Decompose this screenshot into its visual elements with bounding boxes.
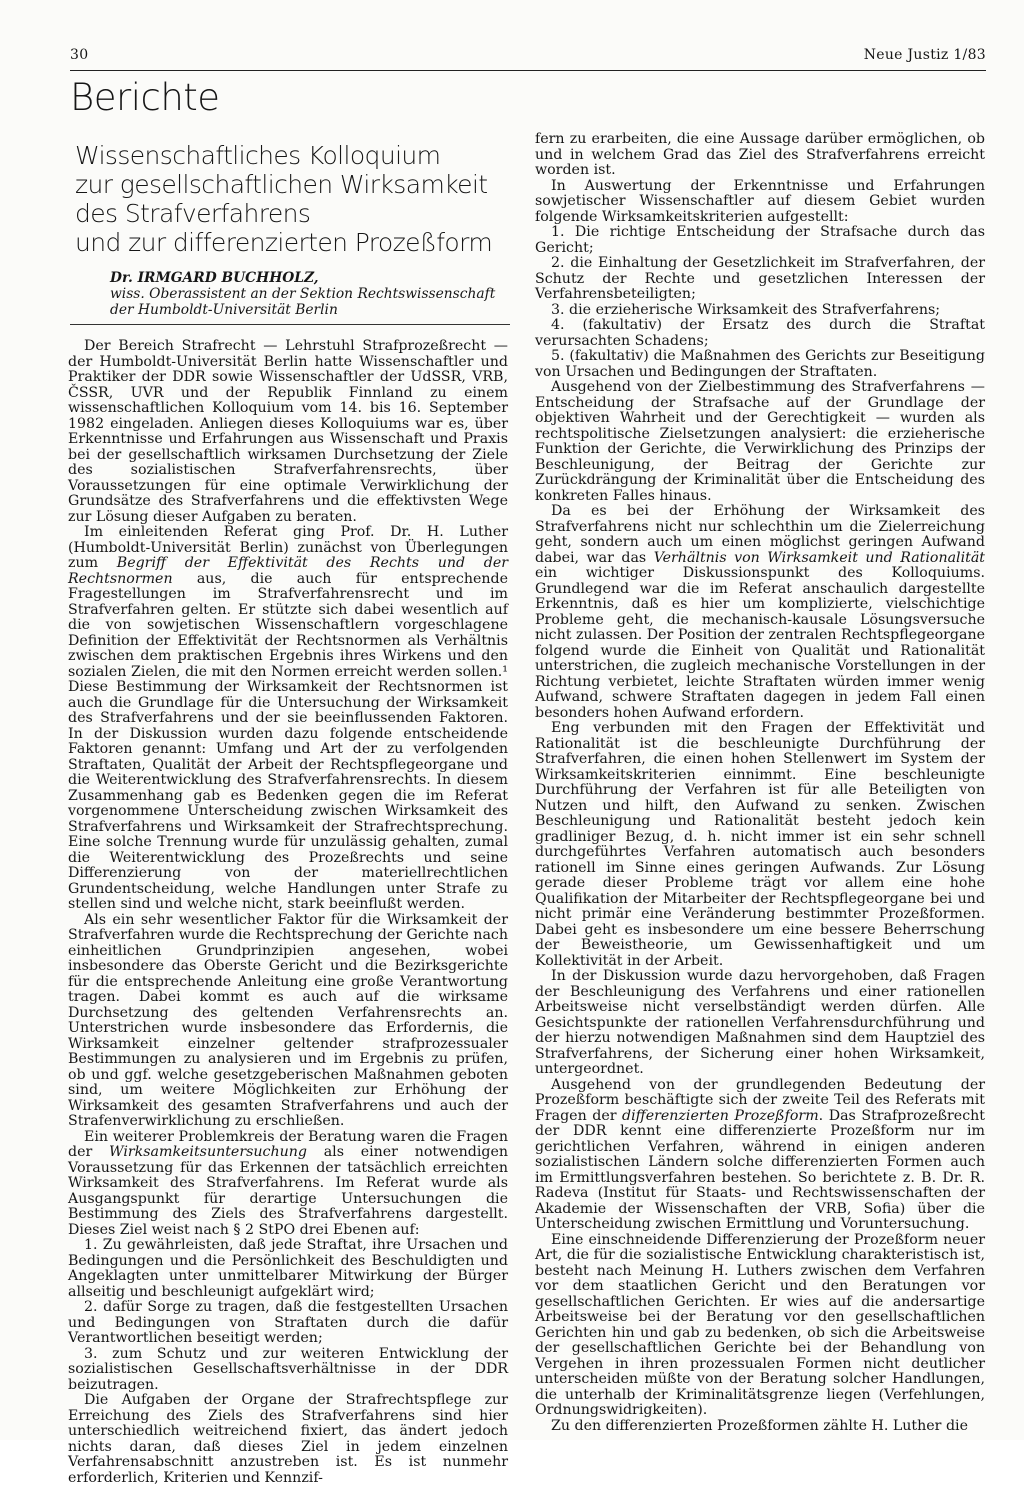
criterion-item: 4. (fakultativ) der Ersatz des durch die Straftat verursachten Schadens; <box>535 317 985 349</box>
title-line: zur gesellschaftlichen Wirksamkeit <box>75 170 488 199</box>
criterion-item: 1. Die richtige Entscheidung der Strafsache durch das Gericht; <box>535 224 985 256</box>
paragraph: Da es bei der Erhöhung der Wirksamkeit des Strafverfahrens nicht nur schlechthin um die Zielerreichung geht, sondern auch um einen möglichst geringen Aufwand dabei, war das Verhältnis von Wirksamkeit und Rationalität ein wichtiger Diskussionspunkt des Kolloquiums. Grundlegend war die im Referat anschaulich dargestellte Erkenntnis, daß es hier um komplizierte, vielschichtige Probleme geht, die mechanisch-kausale Lösungsversuche nicht zulassen. Der Position der zentralen Rechtspflegeorgane folgend wurde die Einheit von Qualität und Rationalität unterstrichen, die zugleich mechanische Vorstellungen in der Richtung verbietet, leichte Straftaten würden immer wenig Aufwand, schwere Straftaten dagegen in jedem Fall einen besonders hohen Aufwand erfordern. <box>535 503 985 721</box>
author-institution: der Humboldt-Universität Berlin <box>110 302 338 318</box>
paragraph: Im einleitenden Referat ging Prof. Dr. H. Luther (Humboldt-Universität Berlin) zunächst von Überlegungen zum Begriff der Effektivität des Rechts und der Rechtsnormen aus, die auch für entsprechende Fragestellungen im Strafverfahrensrecht und im Strafverfahren gelten. Er stützte sich dabei wesentlich auf die von sowjetischen Wissenschaftlern vorgeschlagene Definition der Effektivität der Rechtsnormen als Verhältnis zwischen dem praktischen Ergebnis ihres Wirkens und den sozialen Zielen, die mit den Normen erreicht werden sollen.¹ Diese Bestimmung der Wirksamkeit der Rechtsnormen ist auch die Grundlage für die Untersuchung der Wirksamkeit des Strafverfahrens und der sie beeinflussenden Faktoren. In der Diskussion wurden dazu folgende entscheidende Faktoren genannt: Umfang und Art der zu verfolgenden Straftaten, Qualität der Arbeit der Rechtspflegeorgane und die Weiterentwicklung des Strafverfahrensrechts. In diesem Zusammenhang gab es Bedenken gegen die im Referat vorgenommene Unterscheidung zwischen Wirksamkeit des Strafverfahrens und Wirksamkeit der Strafrechtsprechung. Eine solche Trennung wurde für unzulässig gehalten, zumal die Weiterentwicklung des Prozeßrechts und seine Differenzierung von der materiellrechtlichen Grundentscheidung, welche Handlungen unter Strafe zu stellen sind und welche nicht, stark beeinflußt werden. <box>68 524 509 912</box>
title-line: und zur differenzierten Prozeßform <box>75 228 493 257</box>
paragraph: Der Bereich Strafrecht — Lehrstuhl Strafprozeßrecht — der Humboldt-Universität Berlin hatte Wissenschaftler und Praktiker der DDR sowie Wissenschaftler der UdSSR, VRB, ČSSR, UVR und der Republik Finnland zu einem wissenschaftlichen Kolloquium vom 14. bis 16. September 1982 eingeladen. Anliegen dieses Kolloquiums war es, über Erkenntnisse und Erfahrungen aus Wissenschaft und Praxis bei der gesellschaftlich wirksamen Durchsetzung der Ziele des sozialistischen Strafverfahrensrechts, über Voraussetzungen für eine optimale Verwirklichung der Grundsätze des Strafverfahrens und die effektivsten Wege zur Lösung dieser Aufgaben zu beraten. <box>68 338 508 525</box>
criterion-item: 5. (fakultativ) die Maßnahmen des Gerichts zur Beseitigung von Ursachen und Bedingungen der Straftaten. <box>535 348 985 380</box>
paragraph: Eng verbunden mit den Fragen der Effektivität und Rationalität ist die beschleunigte Durchführung der Strafverfahren, die einen hohen Stellenwert im System der Wirksamkeitskriterien einnimmt. Eine beschleunigte Durchführung der Verfahren ist für alle Beteiligten von Nutzen und hilft, den Aufwand zu senken. Zwischen Beschleunigung und Rationalität besteht jedoch kein gradliniger Bezug, d. h. nicht immer ist ein sehr schnell durchgeführtes Verfahren automatisch auch besonders rationell im Sinne eines geringen Aufwands. Zur Lösung gerade dieser Probleme trägt vor allem eine hohe Qualifikation der Mitarbeiter der Rechtspflegeorgane bei und nicht primär eine Veränderung bestimmter Prozeßformen. Dabei geht es insbesondere um eine bessere Beherrschung der Beweistheorie, um Gewissenhaftigkeit und um Kollektivität in der Arbeit. <box>535 720 985 969</box>
section-title: Berichte <box>70 76 220 119</box>
paragraph: In Auswertung der Erkenntnisse und Erfahrungen sowjetischer Wissenschaftler auf diesem Gebiet wurden folgende Wirksamkeitskriterien aufgestellt: <box>535 177 985 225</box>
criterion-item: 2. die Einhaltung der Gesetzlichkeit im Strafverfahren, der Schutz der Rechte und gesetzlichen Interessen der Verfahrensbeteiligten; <box>535 255 985 302</box>
title-line: Wissenschaftliches Kolloquium <box>75 141 441 170</box>
left-column <box>68 339 508 1486</box>
paragraph: Zu den differenzierten Prozeßformen zählte H. Luther die <box>551 1417 968 1434</box>
paragraph: Ausgehend von der grundlegenden Bedeutung der Prozeßform beschäftigte sich der zweite Teil des Referats mit Fragen der differenzierten Prozeßform. Das Strafprozeßrecht der DDR kennt eine differenzierte Prozeßform nur im gerichtlichen Verfahren, während in einigen anderen sozialistischen Ländern solche differenzierten Formen auch im Ermittlungsverfahren bestehen. So berichtete z. B. Dr. R. Radeva (Institut für Staats- und Rechtswissenschaften der Akademie der Wissenschaften der VRB, Sofia) über die Unterscheidung zwischen Ermittlung und Voruntersuchung. <box>535 1076 985 1232</box>
page-number: 30 <box>70 47 89 63</box>
paragraph: Ein weiterer Problemkreis der Beratung waren die Fragen der Wirksamkeitsuntersuchung als einer notwendigen Voraussetzung für das Erkennen der tatsächlich erreichten Wirksamkeit des Strafverfahrens. Im Referat wurde als Ausgangspunkt für derartige Untersuchungen die Bestimmung des Ziels des Strafverfahrens dargestellt. Dieses Ziel weist nach § 2 StPO drei Ebenen auf: <box>68 1128 508 1238</box>
journal-issue: Neue Justiz 1/83 <box>863 47 986 63</box>
list-item: 3. zum Schutz und zur weiteren Entwicklung der sozialistischen Gesellschaftsverhältnisse in der DDR beizutragen. <box>68 1345 508 1393</box>
paragraph: Die Aufgaben der Organe der Strafrechtspflege zur Erreichung des Ziels des Strafverfahrens sind hier unterschiedlich weitreichend fixiert, das ändert jedoch nichts daran, daß dieses Ziel in jedem einzelnen Verfahrensabschnitt anzustreben ist. Es ist nunmehr erforderlich, Kriterien und Kennzif- <box>68 1392 508 1486</box>
paragraph: Eine einschneidende Differenzierung der Prozeßform neuer Art, die für die sozialistische Entwicklung charakteristisch ist, besteht nach Meinung H. Luthers zwischen dem Verfahren vor dem staatlichen Gericht und den Beratungen vor gesellschaftlichen Gerichten. Er wies auf die andersartige Arbeitsweise bei der Beratung vor den gesellschaftlichen Gerichten hin und gab zu bedenken, ob sich die Arbeitsweise der gesellschaftlichen Gerichte bei der Behandlung von Vergehen in ihren prozessualen Formen nicht deutlicher unterscheiden müßte von der Beratung solcher Handlungen, die unterhalb der Kriminalitätsgrenze liegen (Verfehlungen, Ordnungswidrigkeiten). <box>535 1231 985 1418</box>
author-divider <box>70 324 510 325</box>
list-item: 1. Zu gewährleisten, daß jede Straftat, ihre Ursachen und Bedingungen und die Persönlichkeit des Beschuldigten und Angeklagten unter unmittelbarer Mitwirkung der Bürger allseitig und beschleunigt aufgeklärt wird; <box>68 1237 508 1300</box>
list-item: 2. dafür Sorge zu tragen, daß die festgestellten Ursachen und Bedingungen von Straftaten durch die dafür Verantwortlichen beseitigt werden; <box>68 1299 508 1346</box>
author-role: wiss. Oberassistent an der Sektion Rechtswissenschaft <box>110 286 496 302</box>
title-line: des Strafverfahrens <box>75 199 311 228</box>
header-rule <box>70 70 986 71</box>
paragraph: fern zu erarbeiten, die eine Aussage darüber ermöglichen, ob und in welchem Grad das Ziel des Strafverfahrens erreicht worden ist. <box>535 131 985 178</box>
author-name: Dr. IRMGARD BUCHHOLZ, <box>110 270 319 286</box>
author-block <box>110 270 510 318</box>
paragraph: Ausgehend von der Zielbestimmung des Strafverfahrens — Entscheidung der Strafsache auf der Grundlage der objektiven Wahrheit und der Gerechtigkeit — wurden als rechtspolitische Zielsetzungen analysiert: die erzieherische Funktion der Gerichte, die Verwirklichung des Prinzips der Beschleunigung, der Beitrag der Gerichte zur Zurückdrängung der Kriminalität über die Entscheidung des konkreten Falles hinaus. <box>535 379 985 504</box>
right-column <box>535 132 985 1434</box>
article-title <box>75 141 515 257</box>
paragraph: In der Diskussion wurde dazu hervorgehoben, daß Fragen der Beschleunigung des Verfahrens und einer rationellen Arbeitsweise nicht verselbständigt werden dürfen. Alle Gesichtspunkte der rationellen Verfahrensdurchführung und der hierzu notwendigen Maßnahmen sind dem Hauptziel des Strafverfahrens, der Sicherung einer hohen Wirksamkeit, untergeordnet. <box>535 968 985 1077</box>
paragraph: Als ein sehr wesentlicher Faktor für die Wirksamkeit der Strafverfahren wurde die Rechtsprechung der Gerichte nach einheitlichen Grundprinzipien angesehen, wobei insbesondere das Oberste Gericht und die Bezirksgerichte für die entsprechende Anleitung eine große Verantwortung tragen. Dabei kommt es auch auf die wirksame Durchsetzung des geltenden Verfahrensrechts an. Unterstrichen wurde insbesondere das Erfordernis, die Wirksamkeit einzelner geltender strafprozessualer Bestimmungen zu analysieren und im Ergebnis zu prüfen, ob und ggf. welche gesetzgeberischen Maßnahmen geboten sind, um weitere Möglichkeiten zur Erhöhung der Wirksamkeit des gesamten Strafverfahrens und auch der Strafenverwirklichung zu erschließen. <box>68 911 508 1129</box>
criterion-item: 3. die erzieherische Wirksamkeit des Strafverfahrens; <box>551 301 941 318</box>
